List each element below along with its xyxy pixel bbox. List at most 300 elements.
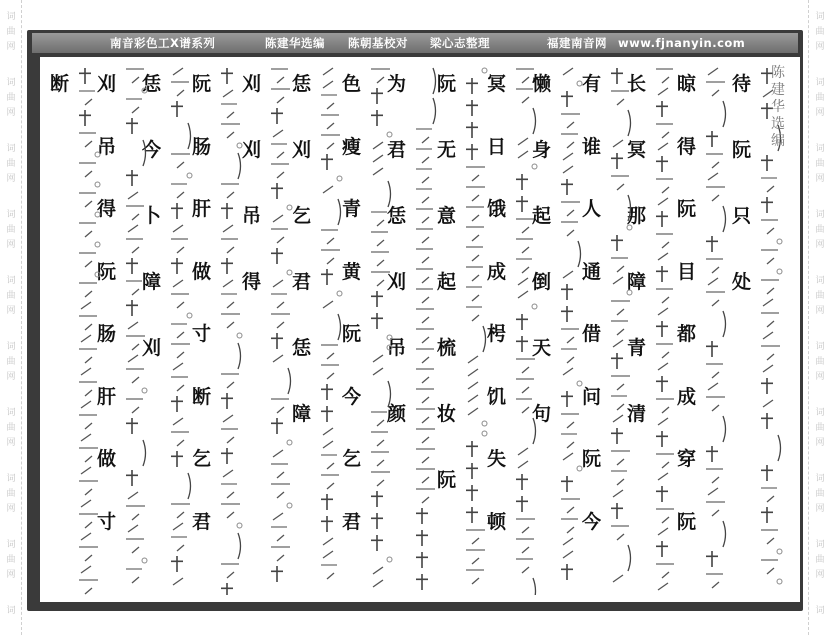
notation-dash-mark: [560, 112, 581, 116]
notation-circle-mark: [576, 465, 583, 472]
notation-slash-mark: [766, 537, 775, 545]
notation-cross-mark: [170, 257, 184, 275]
notation-slash-mark: [521, 366, 530, 374]
notation-cross-mark: [370, 87, 384, 105]
notation-slash-mark: [421, 256, 430, 264]
notation-slash-mark: [707, 487, 719, 496]
notation-dash-mark: [760, 528, 779, 532]
notation-slash-mark: [376, 479, 385, 487]
notation-slash-mark: [276, 96, 285, 104]
notation-slash-mark: [711, 266, 720, 274]
notation-slash-mark: [176, 246, 185, 254]
notation-dash-mark: [220, 122, 241, 126]
notation-dash-mark: [760, 311, 780, 315]
notation-slash-mark: [657, 417, 669, 426]
notation-dash-mark: [655, 452, 675, 456]
notation-slash-mark: [272, 129, 284, 138]
notation-cross-mark: [465, 99, 479, 117]
notation-dash-mark: [560, 200, 581, 204]
lyric-char: 肝: [192, 198, 212, 220]
notation-cross-mark: [170, 202, 184, 220]
notation-slash-mark: [562, 550, 574, 559]
notation-dash-mark: [270, 312, 291, 316]
watermark-char: 词: [815, 342, 825, 352]
notation-dash-mark: [465, 528, 486, 532]
notation-dash-mark: [610, 89, 630, 93]
notation-slash-mark: [376, 459, 385, 467]
notation-slash-mark: [131, 246, 140, 254]
notation-cross-mark: [270, 182, 284, 200]
notation-slash-mark: [471, 174, 480, 182]
notation-circle-mark: [531, 163, 538, 170]
notation-cross-mark: [655, 375, 669, 393]
notation-slash-mark: [421, 216, 430, 224]
notation-circle-mark: [336, 290, 343, 297]
notation-phrase-arc: [336, 313, 344, 341]
notation-circle-mark: [186, 312, 193, 319]
notation-slash-mark: [222, 414, 234, 423]
notation-dash-mark: [760, 278, 780, 282]
notation-phrase-arc: [386, 180, 394, 208]
notation-dash-mark: [220, 372, 240, 376]
notation-slash-mark: [84, 230, 93, 238]
notation-slash-mark: [766, 320, 775, 328]
notation-dash-mark: [705, 80, 726, 84]
notation-dash-mark: [515, 217, 535, 221]
lyric-char: 那: [627, 205, 647, 227]
notation-slash-mark: [616, 533, 625, 541]
notation-slash-mark: [711, 194, 720, 202]
notation-slash-mark: [707, 67, 719, 76]
notation-dash-mark: [415, 207, 434, 211]
notation-slash-mark: [521, 266, 530, 274]
notation-dash-mark: [78, 479, 99, 483]
lyric-char: 为: [387, 73, 407, 95]
notation-slash-mark: [766, 227, 775, 235]
notation-slash-mark: [421, 196, 430, 204]
notation-dash-mark: [515, 257, 533, 261]
notation-dash-mark: [655, 507, 675, 511]
notation-slash-mark: [276, 406, 285, 414]
notation-slash-mark: [372, 579, 384, 588]
notation-dash-mark: [170, 237, 189, 241]
notation-slash-mark: [372, 154, 384, 163]
notation-dash-mark: [170, 292, 190, 296]
notation-cross-mark: [705, 550, 719, 568]
notation-slash-mark: [521, 76, 530, 84]
notation-dash-mark: [125, 279, 143, 283]
editor-credit-char: 华: [771, 99, 785, 115]
notation-dash-mark: [560, 412, 580, 416]
notation-dash-mark: [760, 176, 778, 180]
watermark-char: 词: [6, 606, 16, 616]
notation-slash-mark: [616, 308, 625, 316]
notation-dash-mark: [220, 427, 239, 431]
notation-dash-mark: [370, 250, 390, 254]
notation-slash-mark: [222, 279, 234, 288]
notation-slash-mark: [421, 496, 430, 504]
lyric-char: 今: [582, 510, 602, 533]
notation-dash-mark: [560, 432, 578, 436]
notation-slash-mark: [612, 489, 624, 498]
notation-slash-mark: [322, 427, 334, 436]
lyric-char: 待: [732, 73, 752, 95]
notation-cross-mark: [270, 565, 284, 583]
notation-slash-mark: [421, 436, 430, 444]
notation-dash-mark: [760, 248, 779, 252]
editor-credit-char: 陈: [771, 65, 785, 81]
lyric-char: 断: [50, 73, 70, 95]
lyric-char: 青: [627, 337, 647, 359]
watermark-char: 网: [815, 108, 825, 118]
notation-dash-mark: [415, 487, 436, 491]
notation-slash-mark: [421, 476, 430, 484]
notation-slash-mark: [566, 336, 575, 344]
notation-slash-mark: [131, 343, 140, 351]
notation-slash-mark: [521, 96, 530, 104]
notation-cross-mark: [655, 320, 669, 338]
notation-slash-mark: [176, 331, 185, 339]
lyric-char: 懒: [532, 73, 552, 95]
notation-slash-mark: [566, 506, 575, 514]
notation-dash-mark: [705, 257, 724, 261]
notation-slash-mark: [766, 353, 775, 361]
notation-slash-mark: [562, 452, 574, 461]
notation-slash-mark: [80, 301, 92, 310]
notation-dash-mark: [370, 410, 388, 414]
watermark-char: 曲: [815, 489, 825, 499]
lyric-char: 肝: [97, 385, 117, 408]
notation-slash-mark: [84, 455, 93, 463]
lyric-char: 都: [677, 323, 697, 345]
notation-slash-mark: [372, 367, 384, 376]
notation-cross-mark: [78, 109, 92, 127]
lyric-char: 阮: [192, 73, 212, 95]
notation-dash-mark: [220, 237, 239, 241]
notation-slash-mark: [272, 449, 284, 458]
notation-slash-mark: [566, 526, 575, 534]
lyric-char: 君: [342, 510, 362, 533]
notation-slash-mark: [421, 416, 430, 424]
lyric-char: 有: [582, 73, 602, 95]
notation-slash-mark: [226, 381, 235, 389]
notation-cross-mark: [125, 169, 139, 187]
notation-slash-mark: [707, 277, 719, 286]
notation-slash-mark: [467, 368, 479, 377]
notation-slash-mark: [616, 98, 625, 106]
notation-slash-mark: [467, 355, 479, 364]
notation-dash-mark: [515, 67, 535, 71]
notation-dash-mark: [760, 486, 778, 490]
notation-cross-mark: [465, 143, 479, 161]
notation-slash-mark: [326, 142, 335, 150]
right-margin-strip: [808, 0, 830, 635]
watermark-char: 词: [6, 342, 16, 352]
notation-slash-mark: [376, 279, 385, 287]
notation-cross-mark: [320, 383, 334, 401]
notation-cross-mark: [560, 90, 574, 108]
notation-cross-mark: [610, 427, 624, 445]
watermark-char: 网: [815, 438, 825, 448]
lyric-char: 颜: [387, 403, 407, 425]
notation-slash-mark: [326, 372, 335, 380]
notation-circle-mark: [776, 238, 783, 245]
notation-dash-mark: [705, 500, 726, 504]
notation-dash-mark: [415, 127, 433, 131]
lyric-char: 得: [677, 135, 697, 158]
notation-circle-mark: [141, 87, 148, 94]
notation-slash-mark: [172, 522, 184, 531]
notation-dash-mark: [610, 319, 629, 323]
notation-phrase-arc: [626, 544, 634, 572]
notation-slash-mark: [84, 323, 93, 331]
notation-dash-mark: [170, 535, 188, 539]
notation-dash-mark: [220, 182, 240, 186]
notation-cross-mark: [170, 100, 184, 118]
notation-slash-mark: [172, 577, 184, 586]
notation-cross-mark: [370, 512, 384, 530]
watermark-char: 曲: [815, 27, 825, 37]
notation-slash-mark: [176, 544, 185, 552]
notation-cross-mark: [415, 507, 429, 525]
notation-slash-mark: [131, 106, 140, 114]
notation-dash-mark: [515, 517, 536, 521]
notation-dash-mark: [78, 413, 98, 417]
notation-dash-mark: [170, 502, 191, 506]
notation-dash-mark: [78, 131, 97, 135]
watermark-char: 网: [6, 438, 16, 448]
watermark-char: 曲: [815, 291, 825, 301]
notation-cross-mark: [370, 312, 384, 330]
notation-slash-mark: [84, 488, 93, 496]
lyric-char: 饿: [487, 198, 507, 220]
notation-cross-mark: [125, 257, 139, 275]
score-column: [48, 63, 112, 595]
notation-slash-mark: [172, 417, 184, 426]
notation-dash-mark: [125, 334, 146, 338]
notation-slash-mark: [276, 471, 285, 479]
notation-dash-mark: [415, 347, 435, 351]
notation-dash-mark: [560, 220, 579, 224]
notation-slash-mark: [176, 351, 185, 359]
notation-slash-mark: [176, 439, 185, 447]
lyric-char: 梳: [437, 337, 457, 359]
notation-cross-mark: [170, 555, 184, 573]
notation-slash-mark: [84, 200, 93, 208]
notation-slash-mark: [471, 537, 480, 545]
notation-dash-mark: [270, 142, 288, 146]
watermark-char: 曲: [815, 357, 825, 367]
notation-slash-mark: [421, 316, 430, 324]
notation-dash-mark: [270, 545, 291, 549]
notation-dash-mark: [270, 162, 290, 166]
notation-dash-mark: [220, 562, 240, 566]
notation-cross-mark: [220, 392, 234, 410]
notation-slash-mark: [421, 176, 430, 184]
lyric-char: 起: [437, 271, 457, 293]
watermark-char: 曲: [6, 357, 16, 367]
notation-slash-mark: [226, 246, 235, 254]
notation-dash-mark: [705, 395, 726, 399]
lyric-char: 倒: [532, 271, 552, 293]
notation-dash-mark: [270, 482, 291, 486]
lyric-char: 恁: [292, 73, 312, 95]
notation-slash-mark: [222, 224, 234, 233]
lyric-char: 晾: [677, 73, 697, 95]
notation-slash-mark: [326, 352, 335, 360]
notation-phrase-arc: [626, 194, 634, 222]
notation-slash-mark: [517, 150, 529, 159]
notation-slash-mark: [711, 404, 720, 412]
notation-dash-mark: [220, 482, 238, 486]
lyric-char: 处: [732, 271, 752, 293]
notation-slash-mark: [322, 550, 334, 559]
lyric-char: 成: [487, 260, 507, 283]
notation-cross-mark: [515, 195, 529, 213]
notation-slash-mark: [131, 546, 140, 554]
notation-slash-mark: [657, 87, 669, 96]
notation-slash-mark: [707, 172, 719, 181]
notation-dash-mark: [515, 357, 536, 361]
notation-dash-mark: [78, 191, 97, 195]
notation-phrase-arc: [531, 577, 539, 595]
banner-title: 梁心志整理: [430, 36, 490, 50]
notation-circle-mark: [481, 67, 488, 74]
notation-dash-mark: [415, 467, 436, 471]
notation-dash-mark: [125, 237, 144, 241]
notation-slash-mark: [566, 441, 575, 449]
lyric-char: 阮: [732, 139, 752, 161]
notation-dash-mark: [125, 397, 144, 401]
notation-circle-mark: [336, 175, 343, 182]
notation-slash-mark: [616, 478, 625, 486]
notation-cross-mark: [370, 290, 384, 308]
lyric-char: 妆: [437, 403, 457, 425]
score-sheet: [40, 57, 800, 602]
left-margin-strip: [0, 0, 22, 635]
notation-circle-mark: [386, 344, 393, 351]
notation-slash-mark: [616, 328, 625, 336]
notation-cross-mark: [655, 155, 669, 173]
notation-dash-mark: [270, 525, 288, 529]
notation-slash-mark: [226, 511, 235, 519]
notation-slash-mark: [127, 354, 139, 363]
lyric-char: 人: [582, 198, 602, 220]
lyric-char: 青: [342, 198, 362, 220]
notation-slash-mark: [707, 382, 719, 391]
notation-slash-mark: [657, 582, 669, 591]
notation-cross-mark: [370, 534, 384, 552]
notation-slash-mark: [272, 354, 284, 363]
notation-slash-mark: [661, 351, 670, 359]
notation-dash-mark: [515, 537, 535, 541]
notation-slash-mark: [421, 296, 430, 304]
notation-slash-mark: [421, 376, 430, 384]
lyric-char: 刈: [242, 139, 262, 161]
lyric-char: 无: [437, 139, 457, 161]
notation-cross-mark: [560, 390, 574, 408]
notation-cross-mark: [705, 235, 719, 253]
notation-dash-mark: [465, 568, 485, 572]
notation-slash-mark: [276, 171, 285, 179]
notation-dash-mark: [270, 397, 290, 401]
notation-slash-mark: [80, 499, 92, 508]
notation-circle-mark: [286, 204, 293, 211]
notation-cross-mark: [560, 283, 574, 301]
notation-slash-mark: [272, 512, 284, 521]
notation-slash-mark: [711, 371, 720, 379]
notation-dash-mark: [370, 67, 391, 71]
notation-circle-mark: [531, 303, 538, 310]
lyric-char: 枵: [487, 323, 507, 345]
notation-slash-mark: [326, 102, 335, 110]
notation-dash-mark: [465, 225, 485, 229]
watermark-char: 网: [815, 42, 825, 52]
lyric-char: 刈: [292, 139, 312, 161]
notation-slash-mark: [521, 546, 530, 554]
lyric-char: 成: [677, 385, 697, 408]
notation-dash-mark: [560, 517, 579, 521]
notation-circle-mark: [94, 271, 101, 278]
watermark-char: 曲: [815, 225, 825, 235]
notation-slash-mark: [562, 165, 574, 174]
lyric-char: 肠: [97, 323, 117, 345]
notation-slash-mark: [226, 491, 235, 499]
notation-cross-mark: [560, 305, 574, 323]
notation-slash-mark: [376, 419, 385, 427]
notation-slash-mark: [376, 259, 385, 267]
notation-slash-mark: [421, 276, 430, 284]
watermark-char: 词: [6, 78, 16, 88]
notation-cross-mark: [655, 265, 669, 283]
notation-phrase-arc: [626, 109, 634, 137]
notation-dash-mark: [320, 563, 338, 567]
watermark-char: 曲: [815, 423, 825, 433]
notation-slash-mark: [467, 394, 479, 403]
notation-phrase-arc: [531, 417, 539, 445]
editor-credit-char: 建: [771, 82, 785, 98]
notation-dash-mark: [655, 562, 675, 566]
notation-dash-mark: [78, 281, 98, 285]
notation-slash-mark: [176, 301, 185, 309]
notation-cross-mark: [170, 450, 184, 468]
lyric-char: 做: [192, 260, 212, 283]
notation-dash-mark: [560, 132, 579, 136]
notation-slash-mark: [612, 339, 624, 348]
notation-slash-mark: [172, 279, 184, 288]
notation-dash-mark: [560, 347, 578, 351]
notation-cross-mark: [515, 173, 529, 191]
notation-dash-mark: [515, 397, 533, 401]
notation-circle-mark: [236, 332, 243, 339]
lyric-char: 今: [142, 139, 162, 161]
notation-cross-mark: [220, 582, 234, 595]
watermark-char: 词: [815, 408, 825, 418]
notation-cross-mark: [320, 515, 334, 533]
notation-dash-mark: [170, 322, 188, 326]
notation-dash-mark: [370, 270, 391, 274]
notation-slash-mark: [222, 89, 234, 98]
notation-slash-mark: [276, 534, 285, 542]
notation-slash-mark: [521, 526, 530, 534]
notation-slash-mark: [467, 407, 479, 416]
notation-slash-mark: [766, 185, 775, 193]
notation-dash-mark: [320, 363, 340, 367]
watermark-char: 网: [6, 174, 16, 184]
notation-dash-mark: [125, 97, 143, 101]
notation-dash-mark: [705, 290, 726, 294]
notation-cross-mark: [270, 247, 284, 265]
